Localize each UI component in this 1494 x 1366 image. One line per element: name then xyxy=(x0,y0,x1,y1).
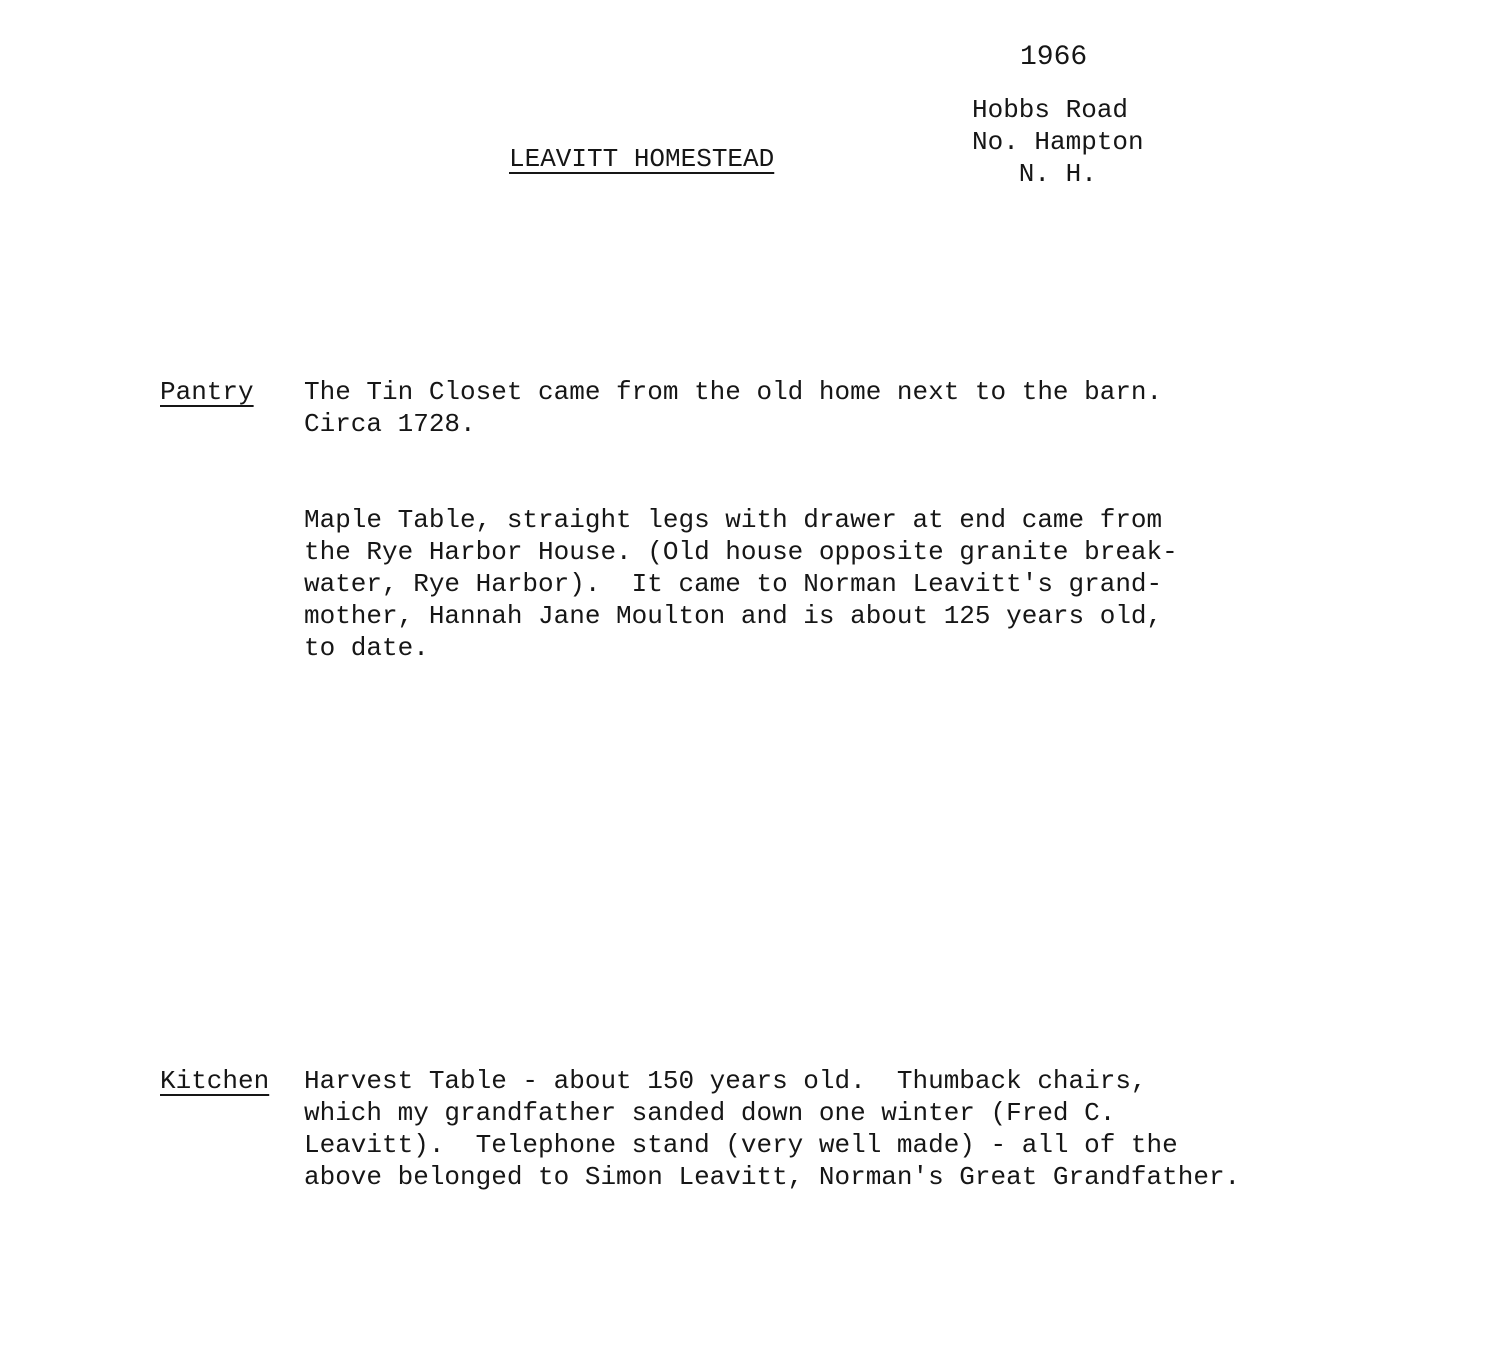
paragraph-line: Harvest Table - about 150 years old. Thumback chairs, xyxy=(304,1066,1147,1096)
paragraph-line: Leavitt). Telephone stand (very well made) - all of the xyxy=(304,1130,1178,1160)
address-block xyxy=(972,94,1144,190)
paragraph-line: above belonged to Simon Leavitt, Norman's Great Grandfather. xyxy=(304,1162,1241,1192)
paragraph-line: Maple Table, straight legs with drawer at end came from xyxy=(304,505,1163,535)
document-title: LEAVITT HOMESTEAD xyxy=(509,144,775,174)
paragraph-line: mother, Hannah Jane Moulton and is about 125 years old, xyxy=(304,601,1163,631)
paragraph-line: The Tin Closet came from the old home next to the barn. xyxy=(304,377,1163,407)
paragraph-line: the Rye Harbor House. (Old house opposite granite break- xyxy=(304,537,1178,567)
document-year: 1966 xyxy=(1020,42,1088,73)
paragraph-line: to date. xyxy=(304,633,429,663)
address-line-state: N. H. xyxy=(972,159,1097,189)
section-label-kitchen: Kitchen xyxy=(160,1066,270,1096)
kitchen-paragraph-harvest-table xyxy=(304,1065,1240,1193)
address-line-town: No. Hampton xyxy=(972,127,1144,157)
pantry-paragraph-tin-closet xyxy=(304,376,1162,440)
paragraph-line: Circa 1728. xyxy=(304,409,476,439)
paragraph-line: which my grandfather sanded down one winter (Fred C. xyxy=(304,1098,1116,1128)
section-label-pantry: Pantry xyxy=(160,377,254,407)
address-line-street: Hobbs Road xyxy=(972,95,1129,125)
pantry-paragraph-maple-table xyxy=(304,504,1178,664)
paragraph-line: water, Rye Harbor). It came to Norman Leavitt's grand- xyxy=(304,569,1163,599)
